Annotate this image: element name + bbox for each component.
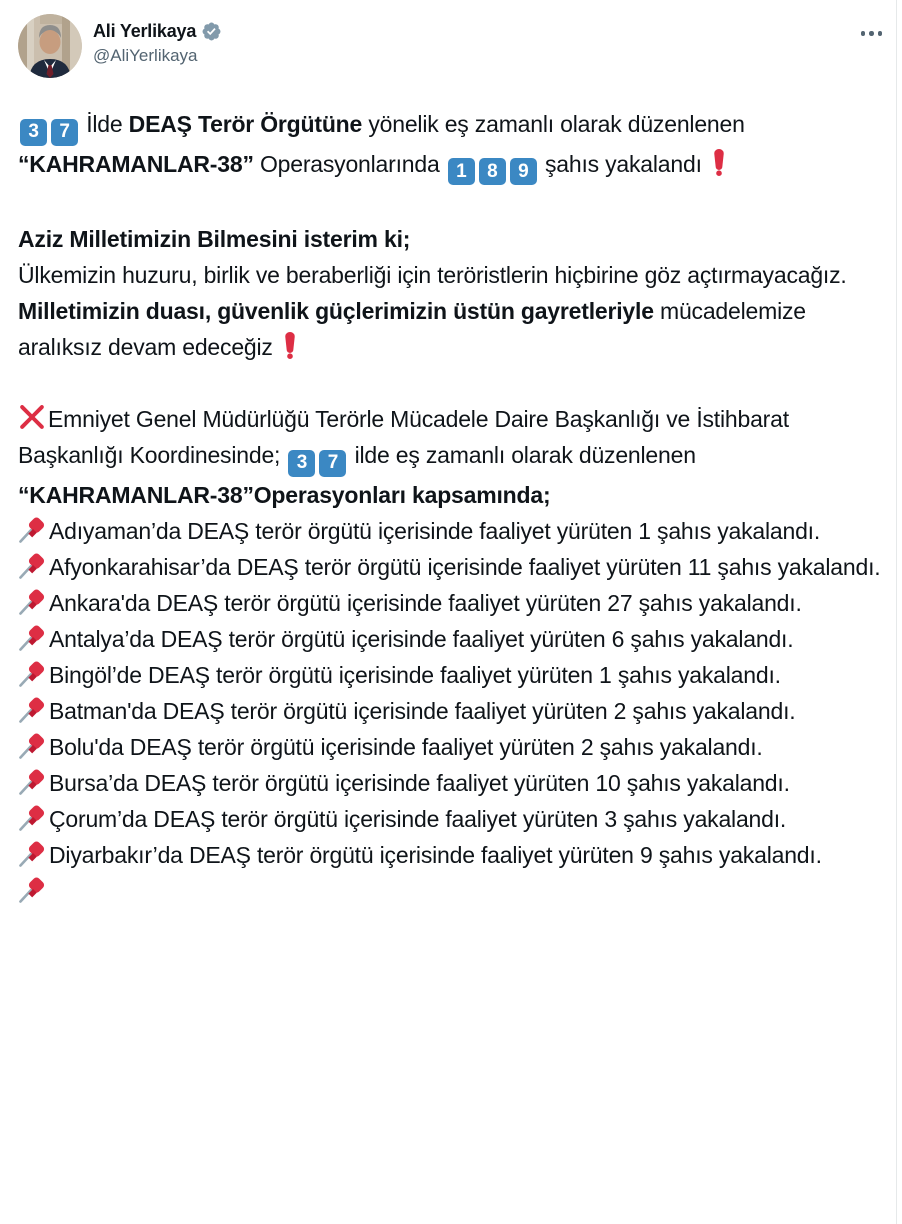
avatar-image [18, 14, 82, 78]
tweet-list-item [18, 765, 884, 801]
tweet-text-segment: Diyarbakır’da DEAŞ terör örgütü içerisinde faaliyet yürüten 9 şahıs yakalandı. [49, 841, 822, 868]
tweet-text-bold: “KAHRAMANLAR-38” [18, 150, 254, 177]
tweet-text-bold: “KAHRAMANLAR-38”Operasyonları kapsamında; [18, 481, 551, 508]
pushpin-emoji-icon [18, 586, 48, 616]
tweet-paragraph [18, 106, 884, 185]
more-button[interactable] [861, 14, 883, 36]
tweet-text-segment: Afyonkarahisar’da DEAŞ terör örgütü içerisinde faaliyet yürüten 11 şahıs yakalandı. [49, 553, 881, 580]
keycap-digit-7-emoji: 7 [51, 119, 78, 146]
pushpin-emoji-icon [18, 874, 48, 904]
pushpin-emoji-icon [18, 838, 48, 868]
display-name[interactable]: Ali Yerlikaya [93, 21, 197, 41]
tweet-text-segment: Operasyonlarında [253, 150, 446, 177]
pushpin-emoji-icon [18, 514, 48, 544]
tweet-list-item [18, 729, 884, 765]
pushpin-emoji-icon [18, 766, 48, 796]
pushpin-emoji-icon [18, 730, 48, 760]
tweet-text-segment: Çorum’da DEAŞ terör örgütü içerisinde faaliyet yürüten 3 şahıs yakalandı. [49, 805, 787, 832]
tweet-text-segment: Adıyaman’da DEAŞ terör örgütü içerisinde faaliyet yürüten 1 şahıs yakalandı. [49, 517, 821, 544]
tweet-text-segment: Bingöl’de DEAŞ terör örgütü içerisinde faaliyet yürüten 1 şahıs yakalandı. [49, 661, 781, 688]
keycap-digit-3-emoji: 3 [20, 119, 47, 146]
keycap-digit-9-emoji: 9 [510, 158, 537, 185]
tweet-text-segment: Ankara'da DEAŞ terör örgütü içerisinde faaliyet yürüten 27 şahıs yakalandı. [49, 589, 802, 616]
tweet-text-segment: Ülkemizin huzuru, birlik ve beraberliği için teröristlerin hiçbirine göz açtırmayacağız. [18, 262, 847, 288]
tweet-text-segment: Antalya’da DEAŞ terör örgütü içerisinde faaliyet yürüten 6 şahıs yakalandı. [49, 625, 794, 652]
tweet-text-segment: yönelik eş zamanlı olarak düzenlenen [362, 111, 745, 137]
user-handle[interactable]: @AliYerlikaya [93, 46, 198, 65]
tweet-paragraph [18, 221, 884, 365]
identity-block [93, 14, 222, 66]
more-dot-icon [878, 31, 883, 36]
tweet-text-bold: Aziz Milletimizin Bilmesini isterim ki; [18, 226, 411, 252]
tweet-text-bold: DEAŞ Terör Örgütüne [128, 111, 363, 137]
tweet-list-item [18, 513, 884, 549]
tweet-text-segment: mücadelemize aralıksız devam edeceğiz [18, 298, 806, 360]
tweet-text-segment: Batman'da DEAŞ terör örgütü içerisinde faaliyet yürüten 2 şahıs yakalandı. [49, 697, 796, 724]
more-dot-icon [869, 31, 874, 36]
cross-mark-emoji-icon [18, 403, 46, 431]
tweet-text-segment: İlde [80, 111, 129, 137]
keycap-digit-3-emoji: 3 [288, 450, 315, 477]
heavy-exclamation-emoji-icon [283, 331, 297, 359]
tweet-list-item [18, 693, 884, 729]
tweet-list-item [18, 873, 884, 909]
pushpin-emoji-icon [18, 550, 48, 580]
tweet-text-segment: şahıs yakalandı [538, 150, 708, 177]
heavy-exclamation-emoji-icon [712, 148, 726, 176]
pushpin-emoji-icon [18, 622, 48, 652]
avatar[interactable] [18, 14, 82, 78]
column-divider [896, 0, 897, 1224]
pushpin-emoji-icon [18, 802, 48, 832]
verified-badge-icon [201, 21, 222, 42]
tweet-text [0, 106, 902, 909]
tweet-list-item [18, 837, 884, 873]
pushpin-emoji-icon [18, 658, 48, 688]
keycap-digit-1-emoji: 1 [448, 158, 475, 185]
tweet-text-bold: Milletimizin duası, güvenlik güçlerimizin üstün gayretleriyle [18, 298, 654, 324]
tweet-header [0, 0, 902, 78]
tweet-list-item [18, 621, 884, 657]
tweet-text-segment: Bursa’da DEAŞ terör örgütü içerisinde faaliyet yürüten 10 şahıs yakalandı. [49, 769, 790, 796]
tweet-list-item [18, 801, 884, 837]
tweet-text-segment: Emniyet Genel Müdürlüğü Terörle Mücadele Daire Başkanlığı ve İstihbarat Başkanlığı Koordinesinde; [18, 406, 789, 468]
tweet-list-item [18, 585, 884, 621]
tweet-text-segment: ilde eş zamanlı olarak [348, 442, 579, 468]
pushpin-emoji-icon [18, 694, 48, 724]
tweet-text-segment: Bolu'da DEAŞ terör örgütü içerisinde faaliyet yürüten 2 şahıs yakalandı. [49, 733, 763, 760]
keycap-digit-8-emoji: 8 [479, 158, 506, 185]
keycap-digit-7-emoji: 7 [319, 450, 346, 477]
tweet-paragraph [18, 401, 884, 513]
more-dot-icon [861, 31, 866, 36]
tweet-text-segment: düzenlenen [578, 442, 696, 468]
tweet-list-item [18, 549, 884, 585]
tweet-list-item [18, 657, 884, 693]
